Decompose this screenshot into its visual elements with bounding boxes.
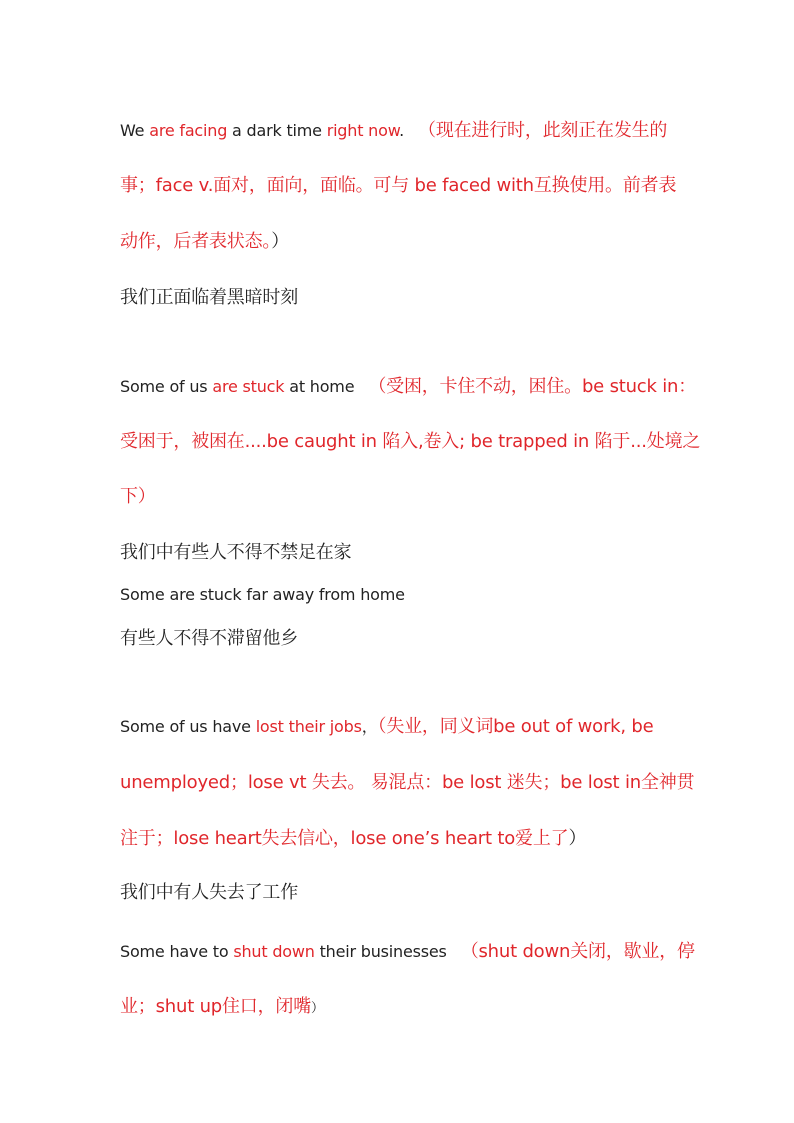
para2-line3: 下）	[120, 486, 156, 507]
para5-text-1: Some have to	[120, 942, 234, 961]
para1-translation: 我们正面临着黑暗时刻	[120, 287, 298, 308]
para2-text-2: at home	[284, 377, 355, 396]
para1-text-2: a dark time	[227, 121, 327, 140]
para1-note-start: （现在进行时，此刻正在发生的	[418, 120, 668, 141]
para2-highlight-are-stuck: are stuck	[212, 377, 285, 396]
para4-note-start: （失业，同义词be out of work, be	[377, 716, 654, 737]
para4-line1	[120, 712, 654, 738]
para5-text-2: their businesses	[314, 942, 447, 961]
para2-note-start: （受困，卡住不动，困住。be stuck in：	[368, 376, 697, 397]
para5-note-start: （shut down关闭，歇业，停	[460, 941, 695, 962]
para4-text-1: Some of us have	[120, 717, 256, 736]
para4-line3	[120, 824, 586, 850]
para4-line2: unemployed；lose vt 失去。 易混点：be lost 迷失；be lost in全神贯	[120, 772, 695, 793]
para2-translation: 我们中有些人不得不禁足在家	[120, 542, 352, 563]
para3-translation: 有些人不得不滞留他乡	[120, 628, 298, 649]
para1-line1	[120, 116, 667, 142]
para1-note-end: 动作，后者表状态。	[120, 231, 272, 252]
para5-line2	[120, 992, 324, 1018]
para1-text-1: We	[120, 121, 150, 140]
para4-note-end: 注于；lose heart失去信心，lose one’s heart to爱上了	[120, 828, 569, 849]
para1-line3	[120, 227, 289, 253]
para3-english: Some are stuck far away from home	[120, 585, 405, 604]
para4-close-paren: ）	[568, 828, 587, 849]
para5-highlight-shut-down: shut down	[233, 942, 315, 961]
para1-text-3: .	[399, 121, 405, 140]
para2-text-1: Some of us	[120, 377, 213, 396]
para5-close-paren: ）	[311, 1001, 324, 1016]
para4-text-2: ，	[361, 717, 378, 736]
para1-line2: 事；face v.面对，面向，面临。可与 be faced with互换使用。前者表	[120, 175, 677, 196]
para2-line1	[120, 372, 696, 398]
para1-close-paren: ）	[271, 231, 290, 252]
para1-highlight-are-facing: are facing	[149, 121, 228, 140]
para4-highlight-lost-their-jobs: lost their jobs	[255, 717, 362, 736]
para5-line1	[120, 937, 695, 963]
para5-note-end: 业；shut up住口，闭嘴	[120, 996, 312, 1017]
para4-translation: 我们中有人失去了工作	[120, 882, 298, 903]
para1-highlight-right-now: right now	[326, 121, 400, 140]
para2-line2: 受困于，被困在....be caught in 陷入,卷入; be trapped in 陷于...处境之	[120, 431, 701, 452]
